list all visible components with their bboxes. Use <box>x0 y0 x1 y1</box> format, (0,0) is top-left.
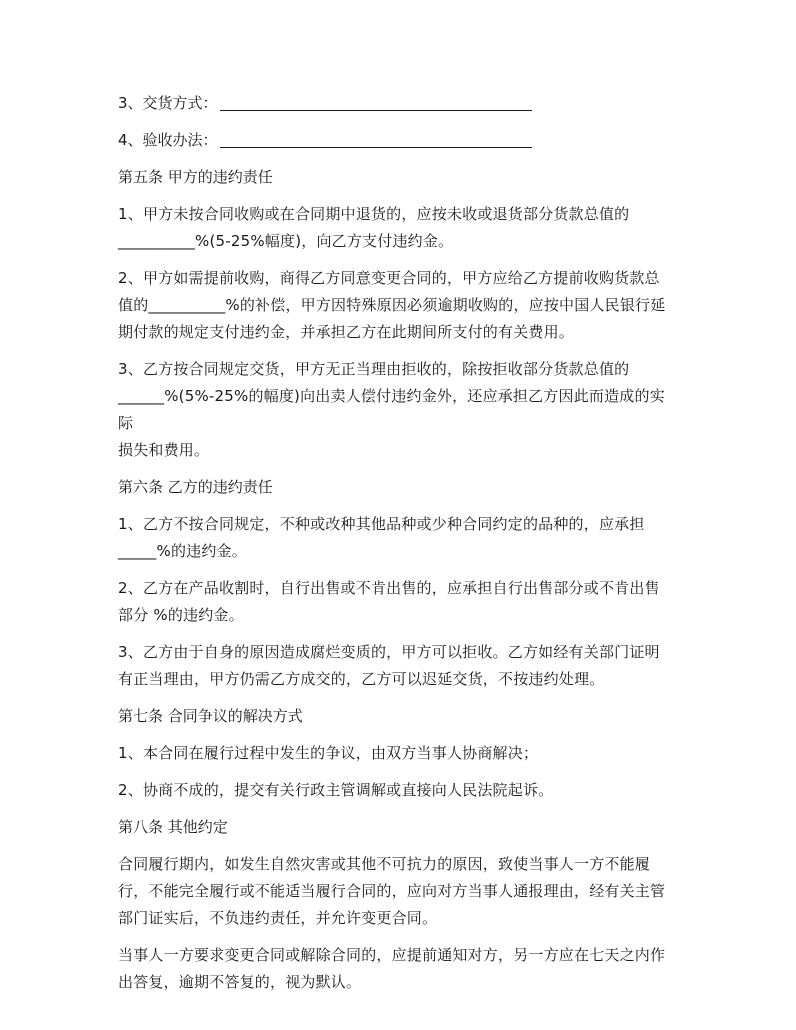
a5c3-line-2: ______%(5%-25%的幅度)向出卖人偿付违约金外，还应承担乙方因此而造成的实际 <box>118 387 665 432</box>
a5c1-line-2: __________%(5-25%幅度)，向乙方支付违约金。 <box>118 232 454 250</box>
article-7-clause-2: 2、协商不成的，提交有关行政主管调解或直接向人民法院起诉。 <box>118 781 554 799</box>
a6c2-line-1: 2、乙方在产品收割时，自行出售或不肯出售的，应承担自行出售部分或不肯出售 <box>118 579 660 597</box>
article-6-clause-3 <box>118 639 678 693</box>
a6c3-line-1: 3、乙方由于自身的原因造成腐烂变质的，甲方可以拒收。乙方如经有关部门证明 <box>118 643 660 661</box>
a6c3-line-2: 有正当理由，甲方仍需乙方成交的，乙方可以迟延交货，不按违约处理。 <box>118 670 605 688</box>
acceptance-method-blank <box>220 129 532 148</box>
a5c2-line-1: 2、甲方如需提前收购，商得乙方同意变更合同的，甲方应给乙方提前收购货款总 <box>118 269 660 287</box>
article-5-title: 第五条 甲方的违约责任 <box>118 168 273 186</box>
delivery-method-blank <box>220 92 532 111</box>
a5c2-line-3: 期付款的规定支付违约金，并承担乙方在此期间所支付的有关费用。 <box>118 323 575 341</box>
article-6-title: 第六条 乙方的违约责任 <box>118 478 273 496</box>
article-6-clause-2 <box>118 575 678 629</box>
article-5-clause-3 <box>118 356 678 464</box>
a8p2-line-2: 出答复，逾期不答复的，视为默认。 <box>118 973 362 991</box>
a6c1-line-2: _____%的违约金。 <box>118 542 247 560</box>
article-7-clause-1: 1、本合同在履行过程中发生的争议，由双方当事人协商解决； <box>118 744 539 762</box>
article-7-title: 第七条 合同争议的解决方式 <box>118 707 303 725</box>
article-8-title: 第八条 其他约定 <box>118 818 228 836</box>
article-5-clause-2 <box>118 265 678 346</box>
article-5-clause-1 <box>118 201 678 255</box>
delivery-method-row <box>118 90 678 117</box>
a8p1-line-1: 合同履行期内，如发生自然灾害或其他不可抗力的原因，致使当事人一方不能履 <box>118 855 651 873</box>
a6c2-line-2: 部分 %的违约金。 <box>118 606 244 624</box>
acceptance-method-label: 4、验收办法： <box>118 131 218 149</box>
a8p2-line-1: 当事人一方要求变更合同或解除合同的，应提前通知对方，另一方应在七天之内作 <box>118 946 666 964</box>
article-8-paragraph-1 <box>118 851 678 932</box>
contract-page <box>118 90 678 1006</box>
article-8-paragraph-2 <box>118 942 678 996</box>
a5c2-line-2: 值的__________%的补偿，甲方因特殊原因必须逾期收购的，应按中国人民银行延 <box>118 296 666 314</box>
delivery-method-label: 3、交货方式： <box>118 94 218 112</box>
a8p1-line-3: 部门证实后，不负违约责任，并允许变更合同。 <box>118 909 438 927</box>
a8p1-line-2: 行，不能完全履行或不能适当履行合同的，应向对方当事人通报理由，经有关主管 <box>118 882 666 900</box>
a5c3-line-3: 损失和费用。 <box>118 441 210 459</box>
acceptance-method-row <box>118 127 678 154</box>
a6c1-line-1: 1、乙方不按合同规定，不种或改种其他品种或少种合同约定的品种的，应承担 <box>118 515 645 533</box>
a5c1-line-1: 1、甲方未按合同收购或在合同期中退货的，应按未收或退货部分货款总值的 <box>118 205 630 223</box>
a5c3-line-1: 3、乙方按合同规定交货，甲方无正当理由拒收的，除按拒收部分货款总值的 <box>118 360 630 378</box>
article-6-clause-1 <box>118 511 678 565</box>
